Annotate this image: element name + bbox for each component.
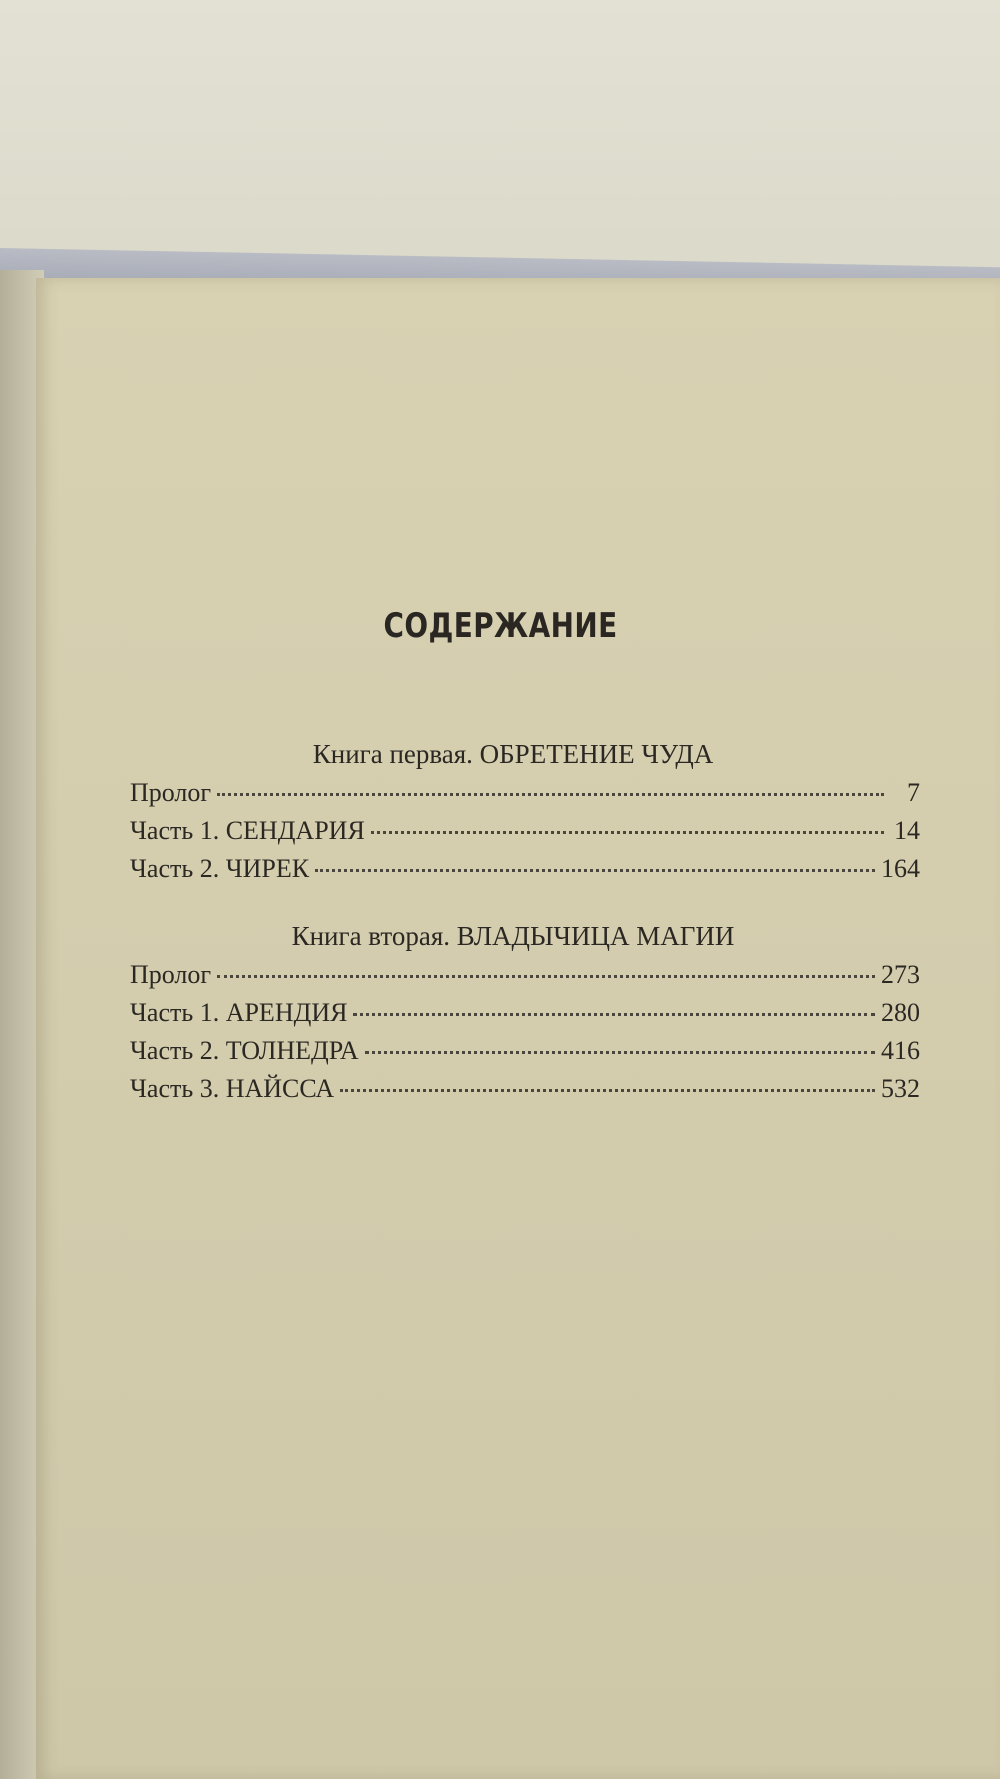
toc-entry-title: Пролог bbox=[130, 778, 212, 807]
toc-leader-dots bbox=[315, 869, 875, 872]
toc-entry bbox=[130, 854, 920, 892]
toc-entry-title: Часть 2. ТОЛНЕДРА bbox=[130, 1036, 359, 1065]
toc-entry-page: 416 bbox=[881, 1036, 920, 1065]
toc-entry-title: Часть 1. АРЕНДИЯ bbox=[130, 998, 348, 1027]
toc-leader-dots bbox=[371, 831, 884, 834]
toc-leader-dots bbox=[340, 1089, 875, 1092]
book-one-title: Книга первая. ОБРЕТЕНИЕ ЧУДА bbox=[312, 739, 714, 769]
toc-entry-title: Часть 2. ЧИРЕК bbox=[130, 854, 310, 883]
table-surface bbox=[0, 0, 1000, 290]
book-one-toc bbox=[130, 778, 920, 892]
toc-entry-page: 7 bbox=[907, 778, 920, 807]
toc-leader-dots bbox=[353, 1013, 875, 1016]
toc-entry-page: 273 bbox=[881, 960, 920, 989]
book-two-toc bbox=[130, 960, 920, 1112]
toc-entry-title: Пролог bbox=[130, 960, 212, 989]
toc-leader-dots bbox=[217, 975, 875, 978]
toc-entry bbox=[130, 1074, 920, 1112]
toc-leader-dots bbox=[365, 1051, 875, 1054]
toc-leader-dots bbox=[217, 793, 884, 796]
toc-entry-title: Часть 1. СЕНДАРИЯ bbox=[130, 816, 365, 845]
contents-heading: СОДЕРЖАНИЕ bbox=[383, 606, 618, 646]
toc-entry-page: 14 bbox=[894, 816, 920, 845]
toc-entry-page: 164 bbox=[881, 854, 920, 883]
toc-entry bbox=[130, 1036, 920, 1074]
toc-entry bbox=[130, 960, 920, 998]
toc-entry-page: 532 bbox=[881, 1074, 920, 1103]
toc-entry-title: Часть 3. НАЙССА bbox=[130, 1074, 335, 1103]
toc-entry bbox=[130, 778, 920, 816]
toc-entry bbox=[130, 998, 920, 1036]
toc-entry-page: 280 bbox=[881, 998, 920, 1027]
book-two-title: Книга вторая. ВЛАДЫЧИЦА МАГИИ bbox=[291, 921, 735, 951]
toc-entry bbox=[130, 816, 920, 854]
